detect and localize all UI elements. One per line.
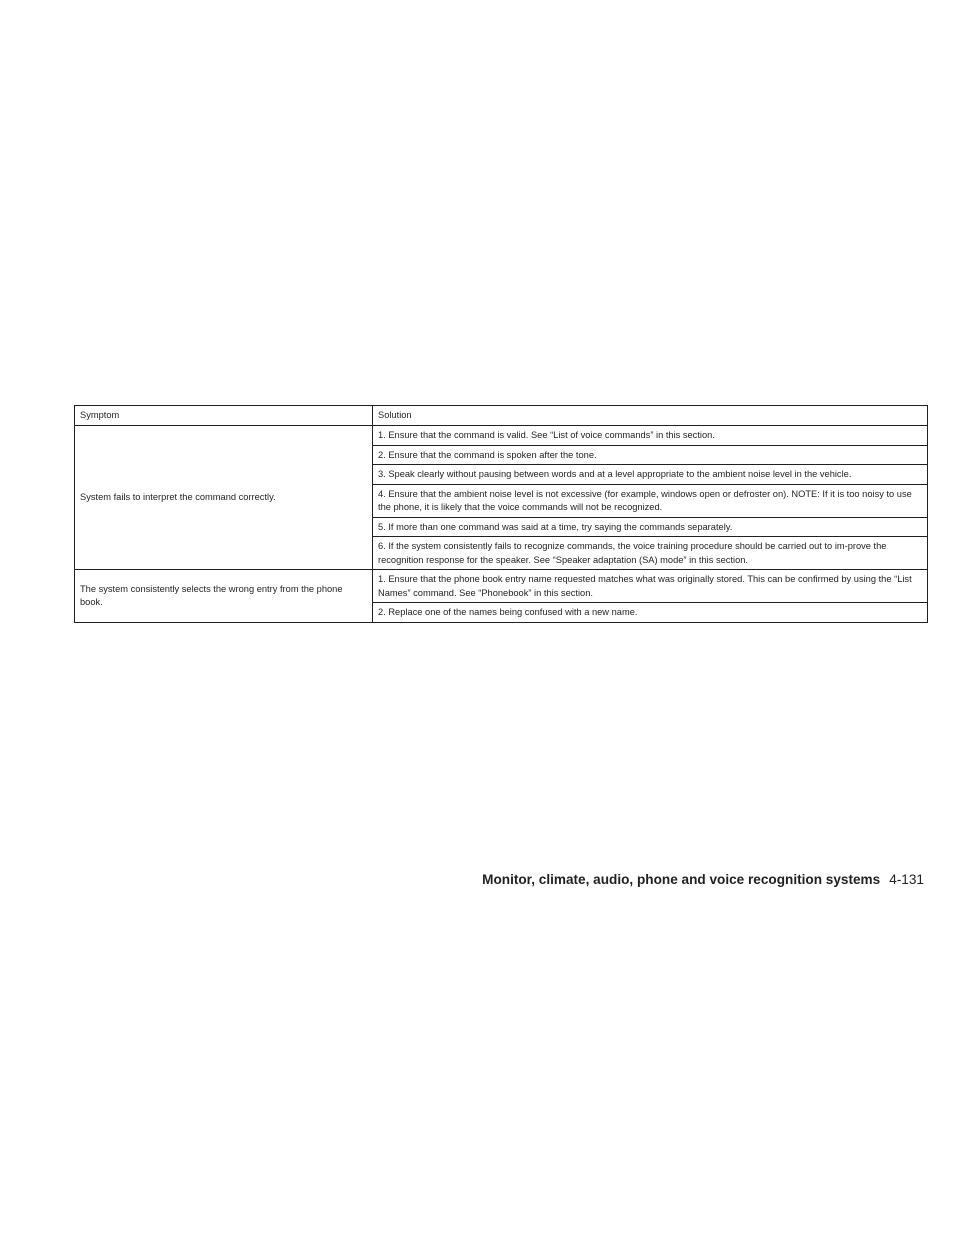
solution-cell: 2. Ensure that the command is spoken after the tone.	[373, 445, 928, 465]
solution-column-header: Solution	[373, 406, 928, 426]
page-footer	[482, 872, 924, 887]
solution-cell: 3. Speak clearly without pausing between words and at a level appropriate to the ambient noise level in the vehicle.	[373, 465, 928, 485]
troubleshooting-table	[74, 405, 928, 623]
solution-cell: 4. Ensure that the ambient noise level is not excessive (for example, windows open or defroster on). NOTE: If it is too noisy to use the phone, it is likely that the voice commands will not be recognized.	[373, 484, 928, 517]
solution-cell: 6. If the system consistently fails to recognize commands, the voice training procedure should be carried out to im-prove the recognition response for the speaker. See “Speaker adaptation (SA) mode” in this section.	[373, 537, 928, 570]
table-row	[75, 570, 928, 603]
page-number: 4-131	[889, 872, 924, 887]
symptom-cell: The system consistently selects the wrong entry from the phone book.	[75, 570, 373, 623]
solution-cell: 1. Ensure that the command is valid. See “List of voice commands” in this section.	[373, 426, 928, 446]
table-row	[75, 426, 928, 446]
solution-cell: 5. If more than one command was said at a time, try saying the commands separately.	[373, 517, 928, 537]
symptom-cell: System fails to interpret the command correctly.	[75, 426, 373, 570]
solution-cell: 1. Ensure that the phone book entry name requested matches what was originally stored. This can be confirmed by using the “List Names” command. See “Phonebook” in this section.	[373, 570, 928, 603]
table-header-row	[75, 406, 928, 426]
footer-section-title: Monitor, climate, audio, phone and voice recognition systems	[482, 872, 881, 887]
symptom-column-header: Symptom	[75, 406, 373, 426]
solution-cell: 2. Replace one of the names being confused with a new name.	[373, 603, 928, 623]
